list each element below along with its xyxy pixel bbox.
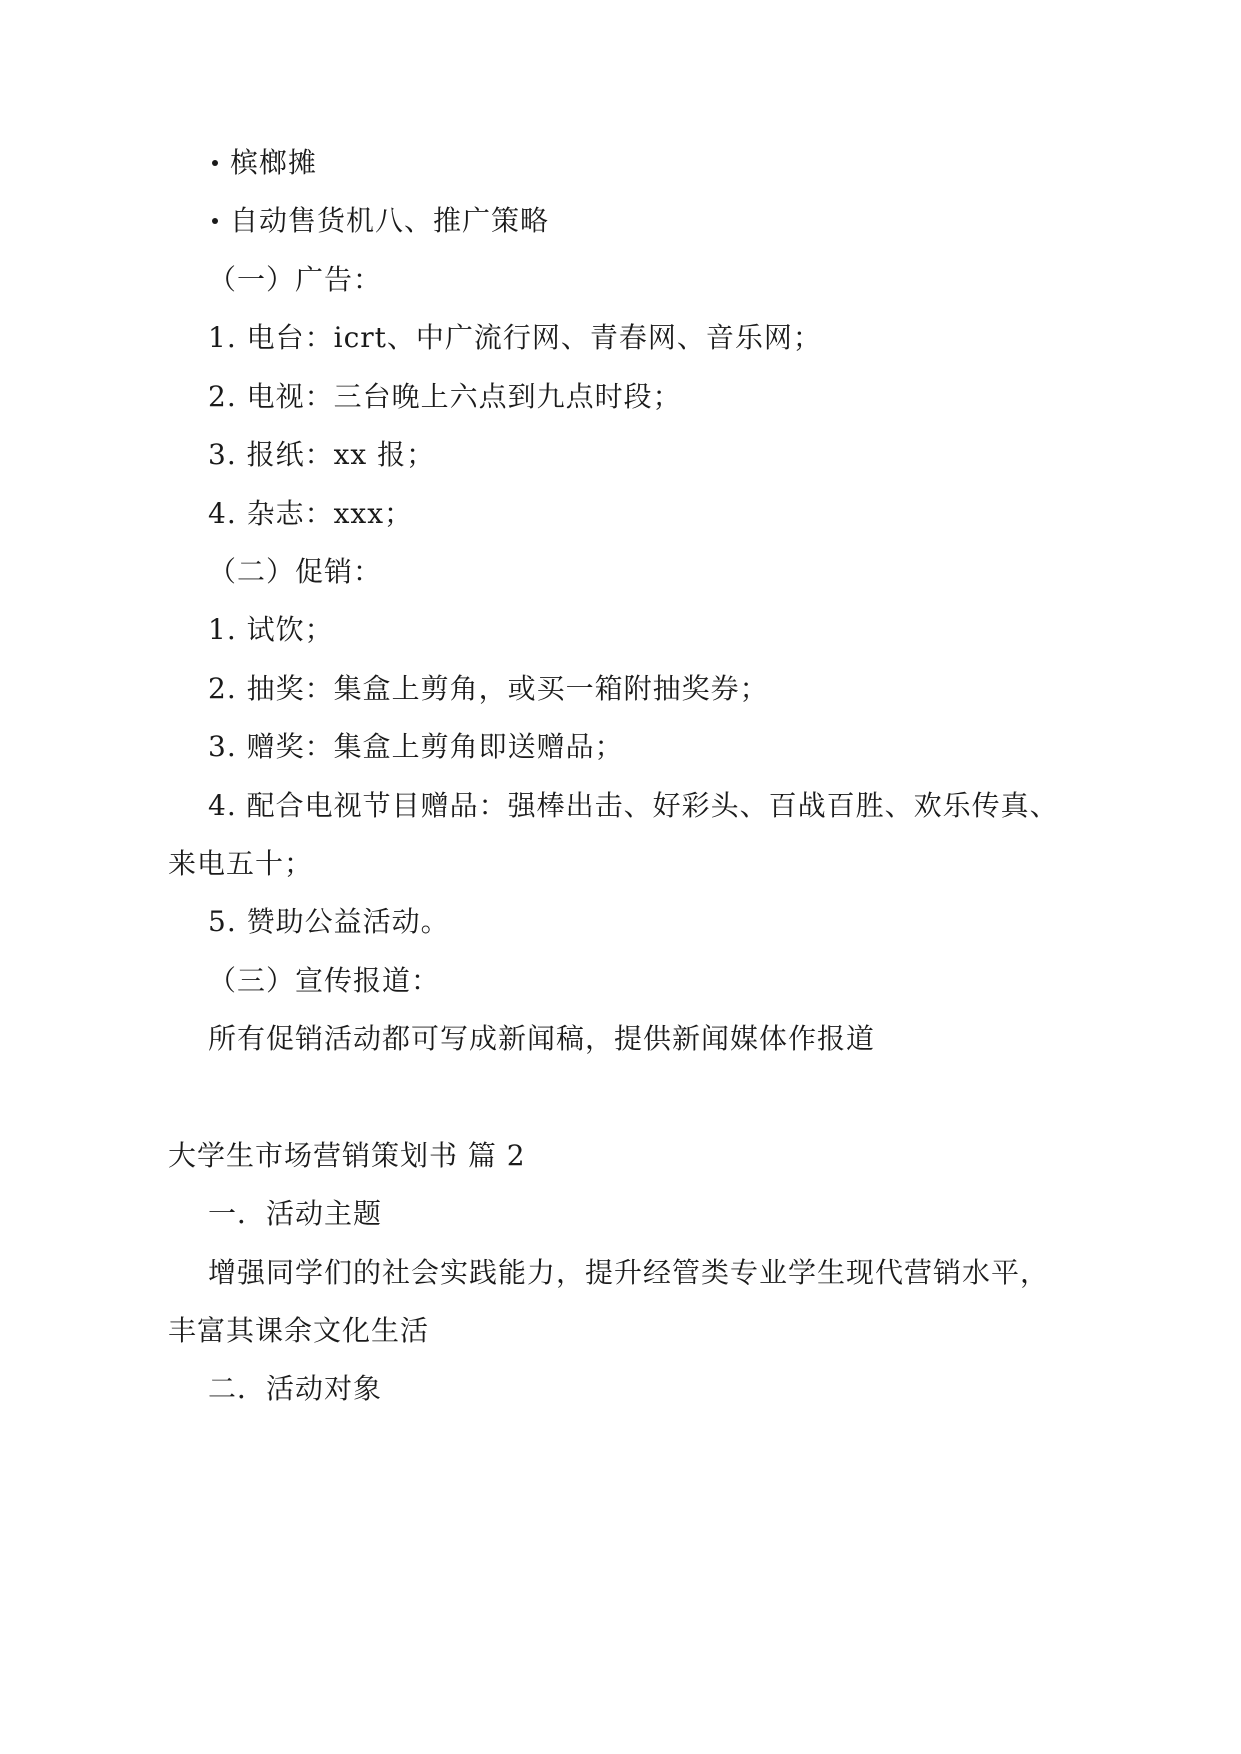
theme-paragraph: 增强同学们的社会实践能力，提升经管类专业学生现代营销水平， — [208, 1256, 1050, 1289]
pr-paragraph: 所有促销活动都可写成新闻稿，提供新闻媒体作报道 — [208, 1022, 876, 1055]
ads-item-2: 2. 电视：三台晚上六点到九点时段； — [208, 380, 682, 413]
section-heading-pr: （三）宣传报道： — [208, 964, 441, 997]
promo-item-4-cont: 来电五十； — [168, 847, 314, 880]
promo-item-3: 3. 赠奖：集盒上剪角即送赠品； — [208, 730, 624, 763]
bullet-line-2: 自动售货机八、推广策略 — [212, 204, 549, 238]
bullet-icon — [212, 218, 218, 224]
promo-item-4: 4. 配合电视节目赠品：强棒出击、好彩头、百战百胜、欢乐传真、 — [208, 789, 1059, 822]
promo-item-1: 1. 试饮； — [208, 613, 334, 646]
bullet-line-1: 槟榔摊 — [212, 146, 317, 180]
section-heading-audience: 二．活动对象 — [208, 1372, 383, 1405]
section-heading-theme: 一．活动主题 — [208, 1197, 383, 1230]
theme-paragraph-cont: 丰富其课余文化生活 — [168, 1314, 430, 1347]
promo-item-5: 5. 赞助公益活动。 — [208, 905, 450, 938]
bullet-icon — [212, 160, 218, 166]
ads-item-1: 1. 电台：icrt、中广流行网、青春网、音乐网； — [208, 321, 822, 354]
section-heading-promo: （二）促销： — [208, 555, 383, 588]
ads-item-4: 4. 杂志：xxx； — [208, 497, 413, 530]
promo-item-2: 2. 抽奖：集盒上剪角，或买一箱附抽奖券； — [208, 672, 769, 705]
ads-item-3: 3. 报纸：xx 报； — [208, 438, 436, 471]
section-heading-ads: （一）广告： — [208, 263, 383, 296]
document-title-part2: 大学生市场营销策划书 篇 2 — [168, 1139, 526, 1172]
